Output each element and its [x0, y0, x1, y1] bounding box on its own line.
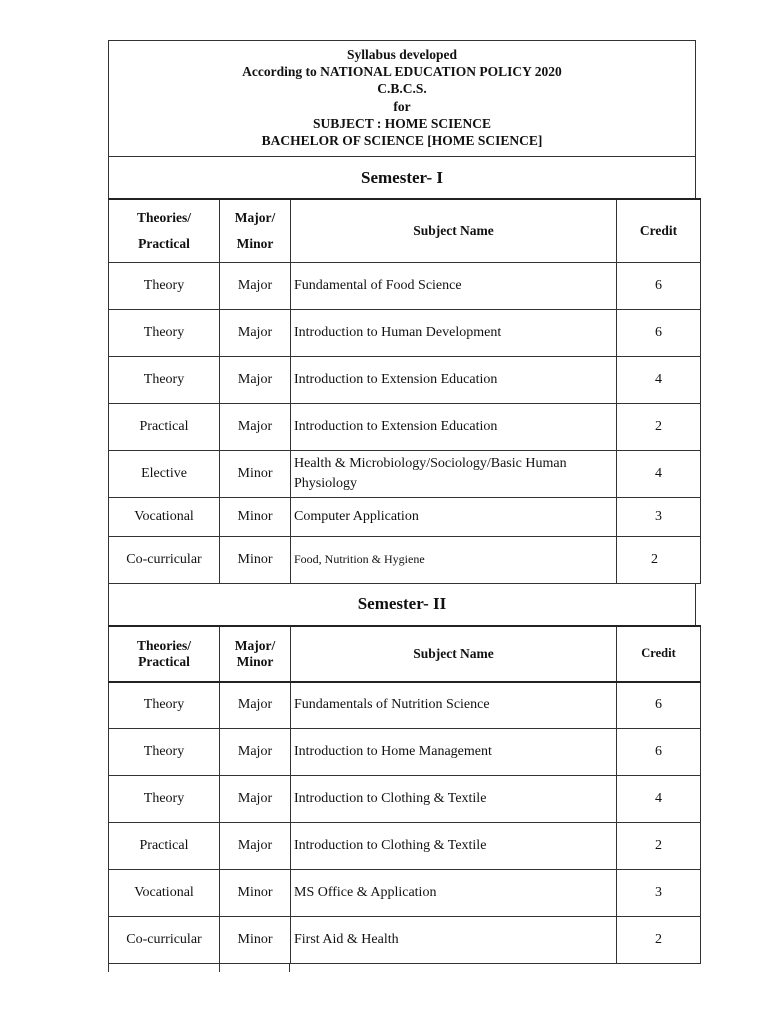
semester-2-title: Semester- II [108, 584, 696, 625]
row-credit: 6 [617, 682, 701, 729]
row-type: Theory [109, 356, 220, 403]
row-type: Theory [109, 262, 220, 309]
row-subject: Fundamental of Food Science [291, 262, 617, 309]
column-header-credit: Credit [617, 626, 701, 682]
row-group: Minor [220, 497, 291, 536]
row-credit: 3 [617, 497, 701, 536]
header-line-3: C.B.C.S. [377, 81, 427, 97]
row-subject: Fundamentals of Nutrition Science [291, 682, 617, 729]
row-subject: Introduction to Extension Education [291, 356, 617, 403]
header-line-5: SUBJECT : HOME SCIENCE [313, 115, 491, 131]
column-header-group-line-2: Minor [236, 235, 274, 251]
semester-1-title: Semester- I [108, 157, 696, 198]
row-type: Theory [109, 729, 220, 776]
syllabus-document [108, 40, 696, 964]
row-type: Elective [109, 450, 220, 497]
header-line-1: Syllabus developed [347, 47, 457, 62]
table-continuation-line [108, 964, 109, 972]
row-group: Major [220, 309, 291, 356]
column-header-type-line-2: Practical [138, 235, 190, 251]
table-row [109, 356, 701, 403]
table-row [109, 870, 701, 917]
column-header-type [109, 199, 220, 262]
row-group: Minor [220, 917, 291, 964]
column-header-type-line-1: Theories/ [137, 637, 191, 653]
semester-1-table [108, 198, 701, 584]
row-group: Major [220, 682, 291, 729]
table-header-row [109, 626, 701, 682]
table-row [109, 262, 701, 309]
row-group: Minor [220, 870, 291, 917]
row-type: Co-curricular [109, 917, 220, 964]
row-credit: 6 [617, 309, 701, 356]
column-header-group [220, 199, 291, 262]
table-row [109, 536, 701, 583]
header-line-2: According to NATIONAL EDUCATION POLICY 2020 [242, 64, 562, 80]
table-row [109, 403, 701, 450]
row-type: Vocational [109, 497, 220, 536]
row-type: Theory [109, 309, 220, 356]
column-header-type-line-1: Theories/ [137, 209, 191, 225]
column-header-credit: Credit [617, 199, 701, 262]
column-header-group-line-1: Major/ [234, 637, 276, 653]
row-subject: Introduction to Clothing & Textile [291, 823, 617, 870]
row-type: Practical [109, 823, 220, 870]
table-header-row [109, 199, 701, 262]
document-header [108, 40, 696, 157]
row-credit: 4 [617, 776, 701, 823]
column-header-group-line-2: Minor [236, 653, 274, 669]
row-subject: Introduction to Human Development [291, 309, 617, 356]
table-row [109, 729, 701, 776]
table-row [109, 309, 701, 356]
row-subject: Introduction to Home Management [291, 729, 617, 776]
table-row [109, 823, 701, 870]
row-credit: 2 [617, 917, 701, 964]
row-group: Major [220, 403, 291, 450]
row-group: Minor [220, 450, 291, 497]
row-subject: Introduction to Extension Education [291, 403, 617, 450]
row-credit: 4 [617, 450, 701, 497]
table-continuation-line [289, 964, 290, 972]
semester-2-table [108, 625, 701, 965]
row-group: Major [220, 729, 291, 776]
table-row [109, 917, 701, 964]
table-row [109, 776, 701, 823]
table-row [109, 682, 701, 729]
column-header-subject: Subject Name [291, 626, 617, 682]
column-header-group-line-1: Major/ [234, 209, 276, 225]
row-credit: 6 [617, 262, 701, 309]
row-type: Practical [109, 403, 220, 450]
row-subject: Introduction to Clothing & Textile [291, 776, 617, 823]
row-type: Co-curricular [109, 536, 220, 583]
row-group: Major [220, 776, 291, 823]
row-credit: 2 [617, 403, 701, 450]
table-row [109, 497, 701, 536]
row-credit: 3 [617, 870, 701, 917]
column-header-group [220, 626, 291, 682]
row-subject: Food, Nutrition & Hygiene [291, 536, 617, 583]
row-credit: 6 [617, 729, 701, 776]
column-header-type-line-2: Practical [138, 653, 190, 669]
row-subject: Computer Application [291, 497, 617, 536]
row-group: Minor [220, 536, 291, 583]
table-row [109, 450, 701, 497]
column-header-subject: Subject Name [291, 199, 617, 262]
header-line-6: BACHELOR OF SCIENCE [HOME SCIENCE] [261, 133, 543, 149]
header-line-4: for [393, 98, 411, 114]
row-type: Theory [109, 682, 220, 729]
row-credit: 4 [617, 356, 701, 403]
row-credit: 2 [617, 823, 701, 870]
row-credit: 2 [617, 536, 701, 583]
row-type: Vocational [109, 870, 220, 917]
table-continuation-line [219, 964, 220, 972]
row-group: Major [220, 823, 291, 870]
row-subject: MS Office & Application [291, 870, 617, 917]
row-type: Theory [109, 776, 220, 823]
column-header-type [109, 626, 220, 682]
row-subject: First Aid & Health [291, 917, 617, 964]
row-group: Major [220, 262, 291, 309]
row-group: Major [220, 356, 291, 403]
row-subject: Health & Microbiology/Sociology/Basic Human Physiology [291, 450, 617, 497]
